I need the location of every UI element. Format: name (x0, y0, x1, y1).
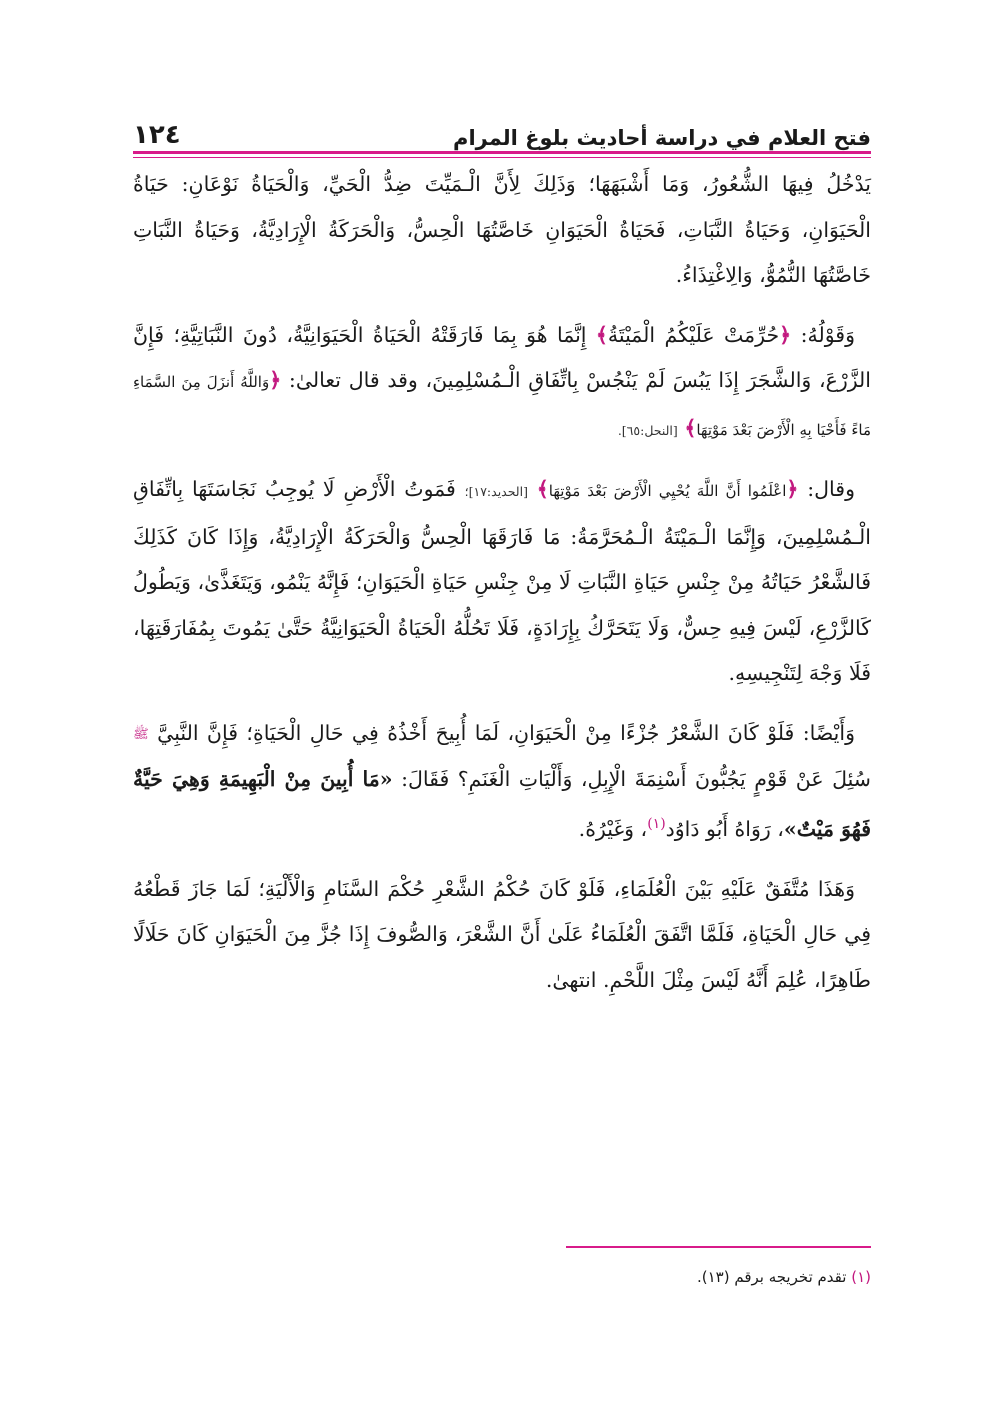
p4-text-d: ، وَغَيْرُهُ. (578, 817, 648, 842)
header-rule-thick (133, 151, 871, 154)
running-title: فتح العلام في دراسة أحاديث بلوغ المرام (453, 126, 871, 150)
p2-text: إِنَّمَا هُوَ بِمَا فَارَقَتْهُ الْحَيَاةُ الْحَيَوَانِيَّةُ، دُونَ النَّبَاتِيَّةِ؛ فَإِنَّ الزَّرْعَ، وَالشَّجَرَ إِذَا يَبُسَ لَمْ يَنْجُسْ بِاتِّفَاقِ الْـمُسْلِمِينَ، وقد قال تعالىٰ: (133, 322, 871, 392)
p4-text-a: وَأَيْضًا: فَلَوْ كَانَ الشَّعْرُ جُزْءًا مِنْ الْحَيَوَانِ، لَمَا أُبِيحَ أَخْذُهُ فِي حَالِ الْحَيَاةِ؛ فَإِنَّ النَّبِيَّ (157, 720, 855, 745)
quran-verse: وَاللَّهُ أَنزَلَ مِنَ السَّمَاءِ مَاءً فَأَحْيَا بِهِ الْأَرْضَ بَعْدَ مَوْتِهَا (133, 373, 871, 439)
ornament-open-bracket: ﴿ (269, 368, 282, 392)
verse-reference: [الحديد:١٧]؛ (464, 484, 528, 499)
hadith-quote: «مَا أُبِينَ مِنْ الْبَهِيمَةِ وَهِيَ حَيَّةٌ فَهُوَ مَيْتٌ» (133, 766, 871, 842)
paragraph-4 (133, 711, 871, 853)
p2-intro: وَقَوْلُهُ: (800, 322, 855, 347)
p4-text-b: سُئِلَ عَنْ قَوْمٍ يَجُبُّونَ أَسْنِمَةَ الْإِبِلِ، وَأَلْيَاتِ الْغَنَمِ؟ فَقَالَ: (401, 766, 871, 791)
footnote-number: (١) (851, 1268, 871, 1286)
ornament-close-bracket: ﴾ (684, 415, 697, 440)
p3-intro: وقال: (807, 477, 855, 501)
paragraph-5: وَهَذَا مُتَّفَقٌ عَلَيْهِ بَيْنَ الْعُلَمَاءِ، فَلَوْ كَانَ حُكْمُ الشَّعْرِ حُكْمَ السَّنَامِ وَالْأَلْيَةِ؛ لَمَا جَازَ قَطْعُهُ فِي حَالِ الْحَيَاةِ، فَلَمَّا اتَّفَقَ الْعُلَمَاءُ عَلَىٰ أَنَّ الشَّعْرَ، وَالصُّوفَ إِذَا جُزَّ مِنَ الْحَيَوَانِ كَانَ حَلَالًا طَاهِرًا، عُلِمَ أَنَّهُ لَيْسَ مِثْلَ اللَّحْمِ. انتهىٰ. (133, 876, 871, 992)
footnote-rule (566, 1246, 871, 1248)
ornament-close-bracket: ﴾ (595, 322, 608, 347)
page-number: ١٢٤ (133, 120, 181, 150)
footnote-marker[interactable]: (١) (647, 816, 666, 833)
salutation-glyph: ﷺ (133, 726, 149, 742)
quran-verse: اعْلَمُوا أَنَّ اللَّهَ يُحْيِي الْأَرْضَ بَعْدَ مَوْتِهَا (548, 482, 787, 500)
ornament-close-bracket: ﴾ (536, 477, 549, 501)
footnote (271, 1268, 871, 1286)
p4-text-c: ، رَوَاهُ أَبُو دَاوُد (665, 817, 784, 842)
page-body (133, 162, 871, 1017)
ornament-open-bracket: ﴿ (786, 477, 799, 501)
ornament-open-bracket: ﴿ (779, 322, 792, 347)
paragraph-2 (133, 313, 871, 454)
paragraph-3 (133, 467, 871, 697)
verse-reference: [النحل:٦٥]. (617, 422, 678, 438)
page-header (133, 110, 871, 150)
footnote-text: تقدم تخريجه برقم (١٣). (696, 1268, 847, 1286)
quran-verse: حُرِّمَتْ عَلَيْكُمُ الْمَيْتَةُ (607, 322, 780, 347)
paragraph-1: يَدْخُلُ فِيهَا الشُّعُورُ، وَمَا أَشْبَهَهَا؛ وَذَلِكَ لِأَنَّ الْـمَيِّتَ ضِدُّ الْحَيِّ، وَالْحَيَاةُ نَوْعَانِ: حَيَاةُ الْحَيَوَانِ، وَحَيَاةُ النَّبَاتِ، فَحَيَاةُ الْحَيَوَانِ خَاصَّتُهَا الْحِسُّ، وَالْحَرَكَةُ الْإِرَادِيَّةُ، وَحَيَاةُ النَّبَاتِ خَاصَّتُهَا النُّمُوُّ، وَالِاغْتِذَاءُ. (133, 172, 871, 287)
p3-text: فَمَوتُ الْأَرْضِ لَا يُوجِبُ نَجَاسَتَهَا بِاتِّفَاقِ الْـمُسْلِمِينَ، وَإِنَّمَا الْـمَيْتَةُ الْـمُحَرَّمَةُ: مَا فَارَقَهَا الْحِسُّ وَالْحَرَكَةُ الْإِرَادِيَّةُ، وَإِذَا كَانَ كَذَلِكَ فَالشَّعْرُ حَيَاتُهُ مِنْ جِنْسِ حَيَاةِ النَّبَاتِ لَا مِنْ جِنْسِ حَيَاةِ الْحَيَوَانِ؛ فَإِنَّهُ يَنْمُو، وَيَتَغَذَّىٰ، وَيَطُولُ كَالزَّرْعِ، لَيْسَ فِيهِ حِسٌّ، وَلَا يَتَحَرَّكُ بِإِرَادَةٍ، فَلَا تَحُلُّهُ الْحَيَاةُ الْحَيَوَانِيَّةُ حَتَّىٰ يَمُوتَ بِمُفَارَقَتِهَا، فَلَا وَجْهَ لِتَنْجِيسِهِ. (133, 477, 871, 685)
header-rule-thin (133, 157, 871, 158)
